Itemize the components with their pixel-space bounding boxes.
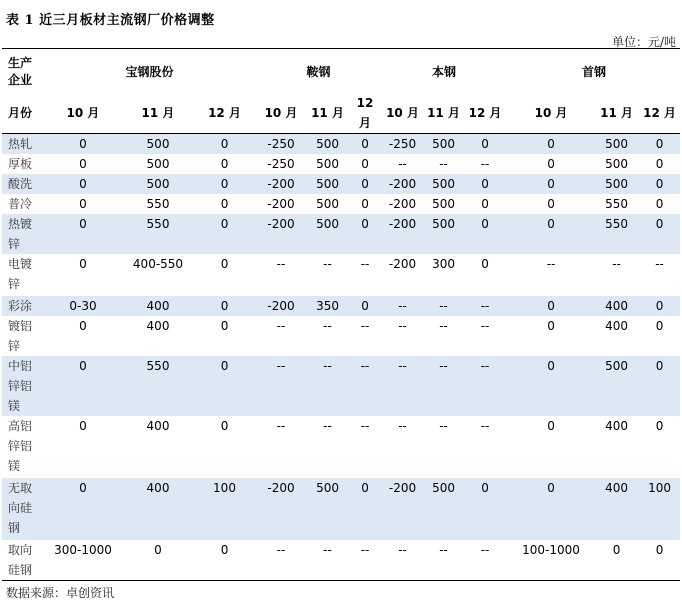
unit-label: 单位：元/吨: [611, 35, 676, 49]
table-cell: 0: [462, 174, 508, 194]
table-cell: 0: [508, 356, 594, 416]
table-cell: 550: [605, 197, 628, 211]
table-row: [2, 254, 680, 296]
table-row: [2, 478, 680, 540]
header-month: 10 月: [380, 93, 425, 134]
table-cell: --: [276, 319, 286, 333]
table-row: [2, 540, 680, 581]
table-cell: 400: [124, 478, 192, 540]
table-cell: 0-30: [42, 296, 124, 316]
table-cell: 0: [481, 257, 489, 271]
table-cell: 0: [508, 134, 594, 155]
table-cell: --: [462, 540, 508, 581]
header-month: 11 月: [594, 93, 639, 134]
table-cell: 500: [425, 134, 462, 155]
table-cell: 0: [350, 214, 380, 254]
table-cell: --: [323, 257, 332, 271]
price-adjustment-table: [2, 48, 680, 581]
table-cell: --: [276, 257, 286, 271]
table-cell: --: [546, 257, 556, 271]
table-cell: -200: [380, 174, 425, 194]
row-product-name: 无取向硅钢: [2, 478, 42, 540]
table-cell: 0: [639, 174, 680, 194]
table-cell: 500: [124, 134, 192, 155]
table-row: [2, 316, 680, 356]
header-company-baosteel: 宝钢股份: [42, 49, 257, 94]
table-cell: 0: [124, 540, 192, 581]
table-cell: -200: [267, 197, 295, 211]
row-product-name: 镀铝锌: [8, 319, 33, 353]
table-cell: 0: [350, 478, 380, 540]
table-cell: 500: [425, 174, 462, 194]
row-product-name: 中铝锌铝镁: [2, 356, 42, 416]
table-cell: 100-1000: [508, 540, 594, 581]
table-cell: 0: [508, 296, 594, 316]
table-cell: 0: [42, 214, 124, 254]
table-cell: -200: [380, 214, 425, 254]
table-cell: 550: [594, 214, 639, 254]
table-cell: 400: [594, 296, 639, 316]
table-cell: 0: [79, 157, 87, 171]
table-cell: 0: [462, 134, 508, 155]
table-cell: 0: [192, 296, 257, 316]
data-source: 数据来源：卓创资讯: [6, 586, 115, 600]
table-row: [2, 356, 680, 416]
table-cell: 0: [462, 214, 508, 254]
table-cell: --: [655, 257, 664, 271]
table-row: [2, 214, 680, 254]
table-cell: --: [462, 356, 508, 416]
table-cell: --: [425, 540, 462, 581]
table-cell: 0: [350, 134, 380, 155]
row-product-name: 厚板: [8, 157, 33, 171]
table-cell: --: [380, 540, 425, 581]
table-cell: 0: [42, 134, 124, 155]
table-cell: -200: [388, 257, 417, 271]
header-company-ansteel: 鞍钢: [257, 49, 380, 94]
table-body: [2, 134, 680, 581]
table-cell: 0: [547, 419, 555, 433]
table-cell: --: [323, 419, 332, 433]
table-cell: 100: [639, 478, 680, 540]
header-company-bensteel: 本钢: [380, 49, 508, 94]
table-cell: 500: [605, 157, 628, 171]
table-cell: --: [462, 296, 508, 316]
table-cell: --: [350, 540, 380, 581]
table-cell: --: [257, 540, 305, 581]
table-cell: --: [360, 257, 370, 271]
table-cell: 400: [605, 319, 628, 333]
table-cell: --: [612, 257, 621, 271]
table-cell: 400: [146, 319, 170, 333]
row-product-name: 酸洗: [2, 174, 42, 194]
table-cell: 300: [432, 257, 455, 271]
table-cell: --: [360, 419, 370, 433]
table-cell: --: [480, 419, 490, 433]
header-company-shougang: 首钢: [508, 49, 680, 94]
header-month: 12 月: [192, 93, 257, 134]
table-row: [2, 174, 680, 194]
table-cell: -200: [380, 478, 425, 540]
table-cell: 0: [192, 356, 257, 416]
header-month: 10 月: [42, 93, 124, 134]
table-cell: -250: [380, 134, 425, 155]
table-cell: --: [305, 540, 350, 581]
header-month: 11 月: [425, 93, 462, 134]
table-cell: 500: [305, 214, 350, 254]
table-cell: 0: [192, 540, 257, 581]
table-cell: 500: [594, 356, 639, 416]
row-product-name: 彩涂: [2, 296, 42, 316]
table-cell: 550: [124, 214, 192, 254]
table-cell: 500: [594, 134, 639, 155]
table-cell: 500: [425, 478, 462, 540]
table-cell: 0: [655, 419, 664, 433]
table-cell: 500: [305, 478, 350, 540]
table-cell: 400: [605, 419, 628, 433]
table-cell: 0: [192, 174, 257, 194]
table-cell: 400-550: [132, 257, 184, 271]
table-cell: --: [398, 157, 407, 171]
table-cell: 0: [79, 197, 87, 211]
table-cell: 0: [508, 174, 594, 194]
table-cell: --: [480, 319, 490, 333]
table-cell: 0: [42, 174, 124, 194]
table-cell: 0: [639, 540, 680, 581]
table-cell: 0: [508, 214, 594, 254]
table-cell: 0: [639, 356, 680, 416]
table-cell: 0: [350, 174, 380, 194]
table-cell: 0: [655, 197, 664, 211]
table-cell: -200: [388, 197, 417, 211]
table-cell: 0: [220, 197, 229, 211]
table-cell: 0: [655, 319, 664, 333]
table-cell: --: [480, 157, 490, 171]
table-cell: 0: [192, 134, 257, 155]
table-cell: --: [398, 419, 407, 433]
table-cell: 500: [305, 134, 350, 155]
table-cell: -250: [257, 134, 305, 155]
table-cell: 0: [361, 157, 369, 171]
table-cell: 0: [79, 257, 87, 271]
table-cell: 0: [220, 257, 229, 271]
row-product-name: 电镀锌: [8, 257, 33, 291]
table-cell: -250: [267, 157, 295, 171]
header-month: 12 月: [462, 93, 508, 134]
table-cell: 0: [639, 214, 680, 254]
table-cell: 0: [42, 478, 124, 540]
table-cell: 0: [192, 214, 257, 254]
table-cell: 0: [220, 319, 229, 333]
table-cell: 400: [124, 296, 192, 316]
table-cell: --: [350, 356, 380, 416]
table-cell: 0: [547, 197, 555, 211]
table-cell: 0: [220, 419, 229, 433]
table-cell: --: [380, 296, 425, 316]
table-cell: 550: [146, 197, 170, 211]
row-product-name: 取向硅钢: [2, 540, 42, 581]
header-month: 10 月: [508, 93, 594, 134]
table-cell: 0: [79, 319, 87, 333]
table-cell: 0: [655, 157, 664, 171]
table-cell: --: [276, 419, 286, 433]
table-cell: 500: [316, 157, 339, 171]
table-cell: --: [398, 319, 407, 333]
table-cell: 550: [124, 356, 192, 416]
table-cell: --: [439, 419, 448, 433]
table-cell: --: [425, 296, 462, 316]
table-cell: --: [425, 356, 462, 416]
table-title: 表 1 近三月板材主流钢厂价格调整: [6, 13, 215, 28]
table-cell: 400: [594, 478, 639, 540]
header-month: 11 月: [124, 93, 192, 134]
header-month: 12 月: [350, 93, 380, 134]
table-cell: 0: [79, 419, 87, 433]
row-product-name: 热镀锌: [2, 214, 42, 254]
table-cell: 350: [305, 296, 350, 316]
table-cell: 0: [547, 157, 555, 171]
table-row: [2, 134, 680, 155]
row-product-name: 高铝锌铝镁: [8, 419, 33, 473]
table-cell: --: [323, 319, 332, 333]
table-cell: --: [439, 319, 448, 333]
table-cell: 500: [146, 157, 170, 171]
table-cell: 300-1000: [42, 540, 124, 581]
table-cell: 500: [432, 197, 455, 211]
header-corner-month: 月份: [2, 93, 42, 134]
table-cell: 0: [547, 319, 555, 333]
row-product-name: 普冷: [8, 197, 33, 211]
header-month: 10 月: [257, 93, 305, 134]
table-cell: 500: [316, 197, 339, 211]
table-cell: 0: [42, 356, 124, 416]
table-cell: 500: [594, 174, 639, 194]
table-cell: 100: [192, 478, 257, 540]
row-product-name: 热轧: [2, 134, 42, 155]
table-cell: 0: [594, 540, 639, 581]
table-cell: 0: [508, 478, 594, 540]
table-row: [2, 194, 680, 214]
table-cell: --: [360, 319, 370, 333]
table-cell: 0: [462, 478, 508, 540]
table-cell: -200: [257, 478, 305, 540]
table-cell: 400: [146, 419, 170, 433]
header-month: 11 月: [305, 93, 350, 134]
header-month: 12 月: [639, 93, 680, 134]
header-corner-company: 生产企业: [2, 49, 42, 94]
table-cell: 500: [124, 174, 192, 194]
table-cell: -200: [257, 174, 305, 194]
table-cell: 0: [481, 197, 489, 211]
table-cell: --: [257, 356, 305, 416]
table-cell: --: [305, 356, 350, 416]
table-cell: --: [380, 356, 425, 416]
table-cell: 0: [639, 134, 680, 155]
table-row: [2, 296, 680, 316]
table-row: [2, 416, 680, 478]
table-cell: 0: [361, 197, 369, 211]
table-cell: -200: [257, 296, 305, 316]
table-cell: 500: [425, 214, 462, 254]
table-row: [2, 154, 680, 174]
table-cell: 500: [305, 174, 350, 194]
table-cell: --: [439, 157, 448, 171]
table-cell: 0: [220, 157, 229, 171]
table-cell: 0: [350, 296, 380, 316]
table-cell: 0: [639, 296, 680, 316]
table-cell: -200: [257, 214, 305, 254]
